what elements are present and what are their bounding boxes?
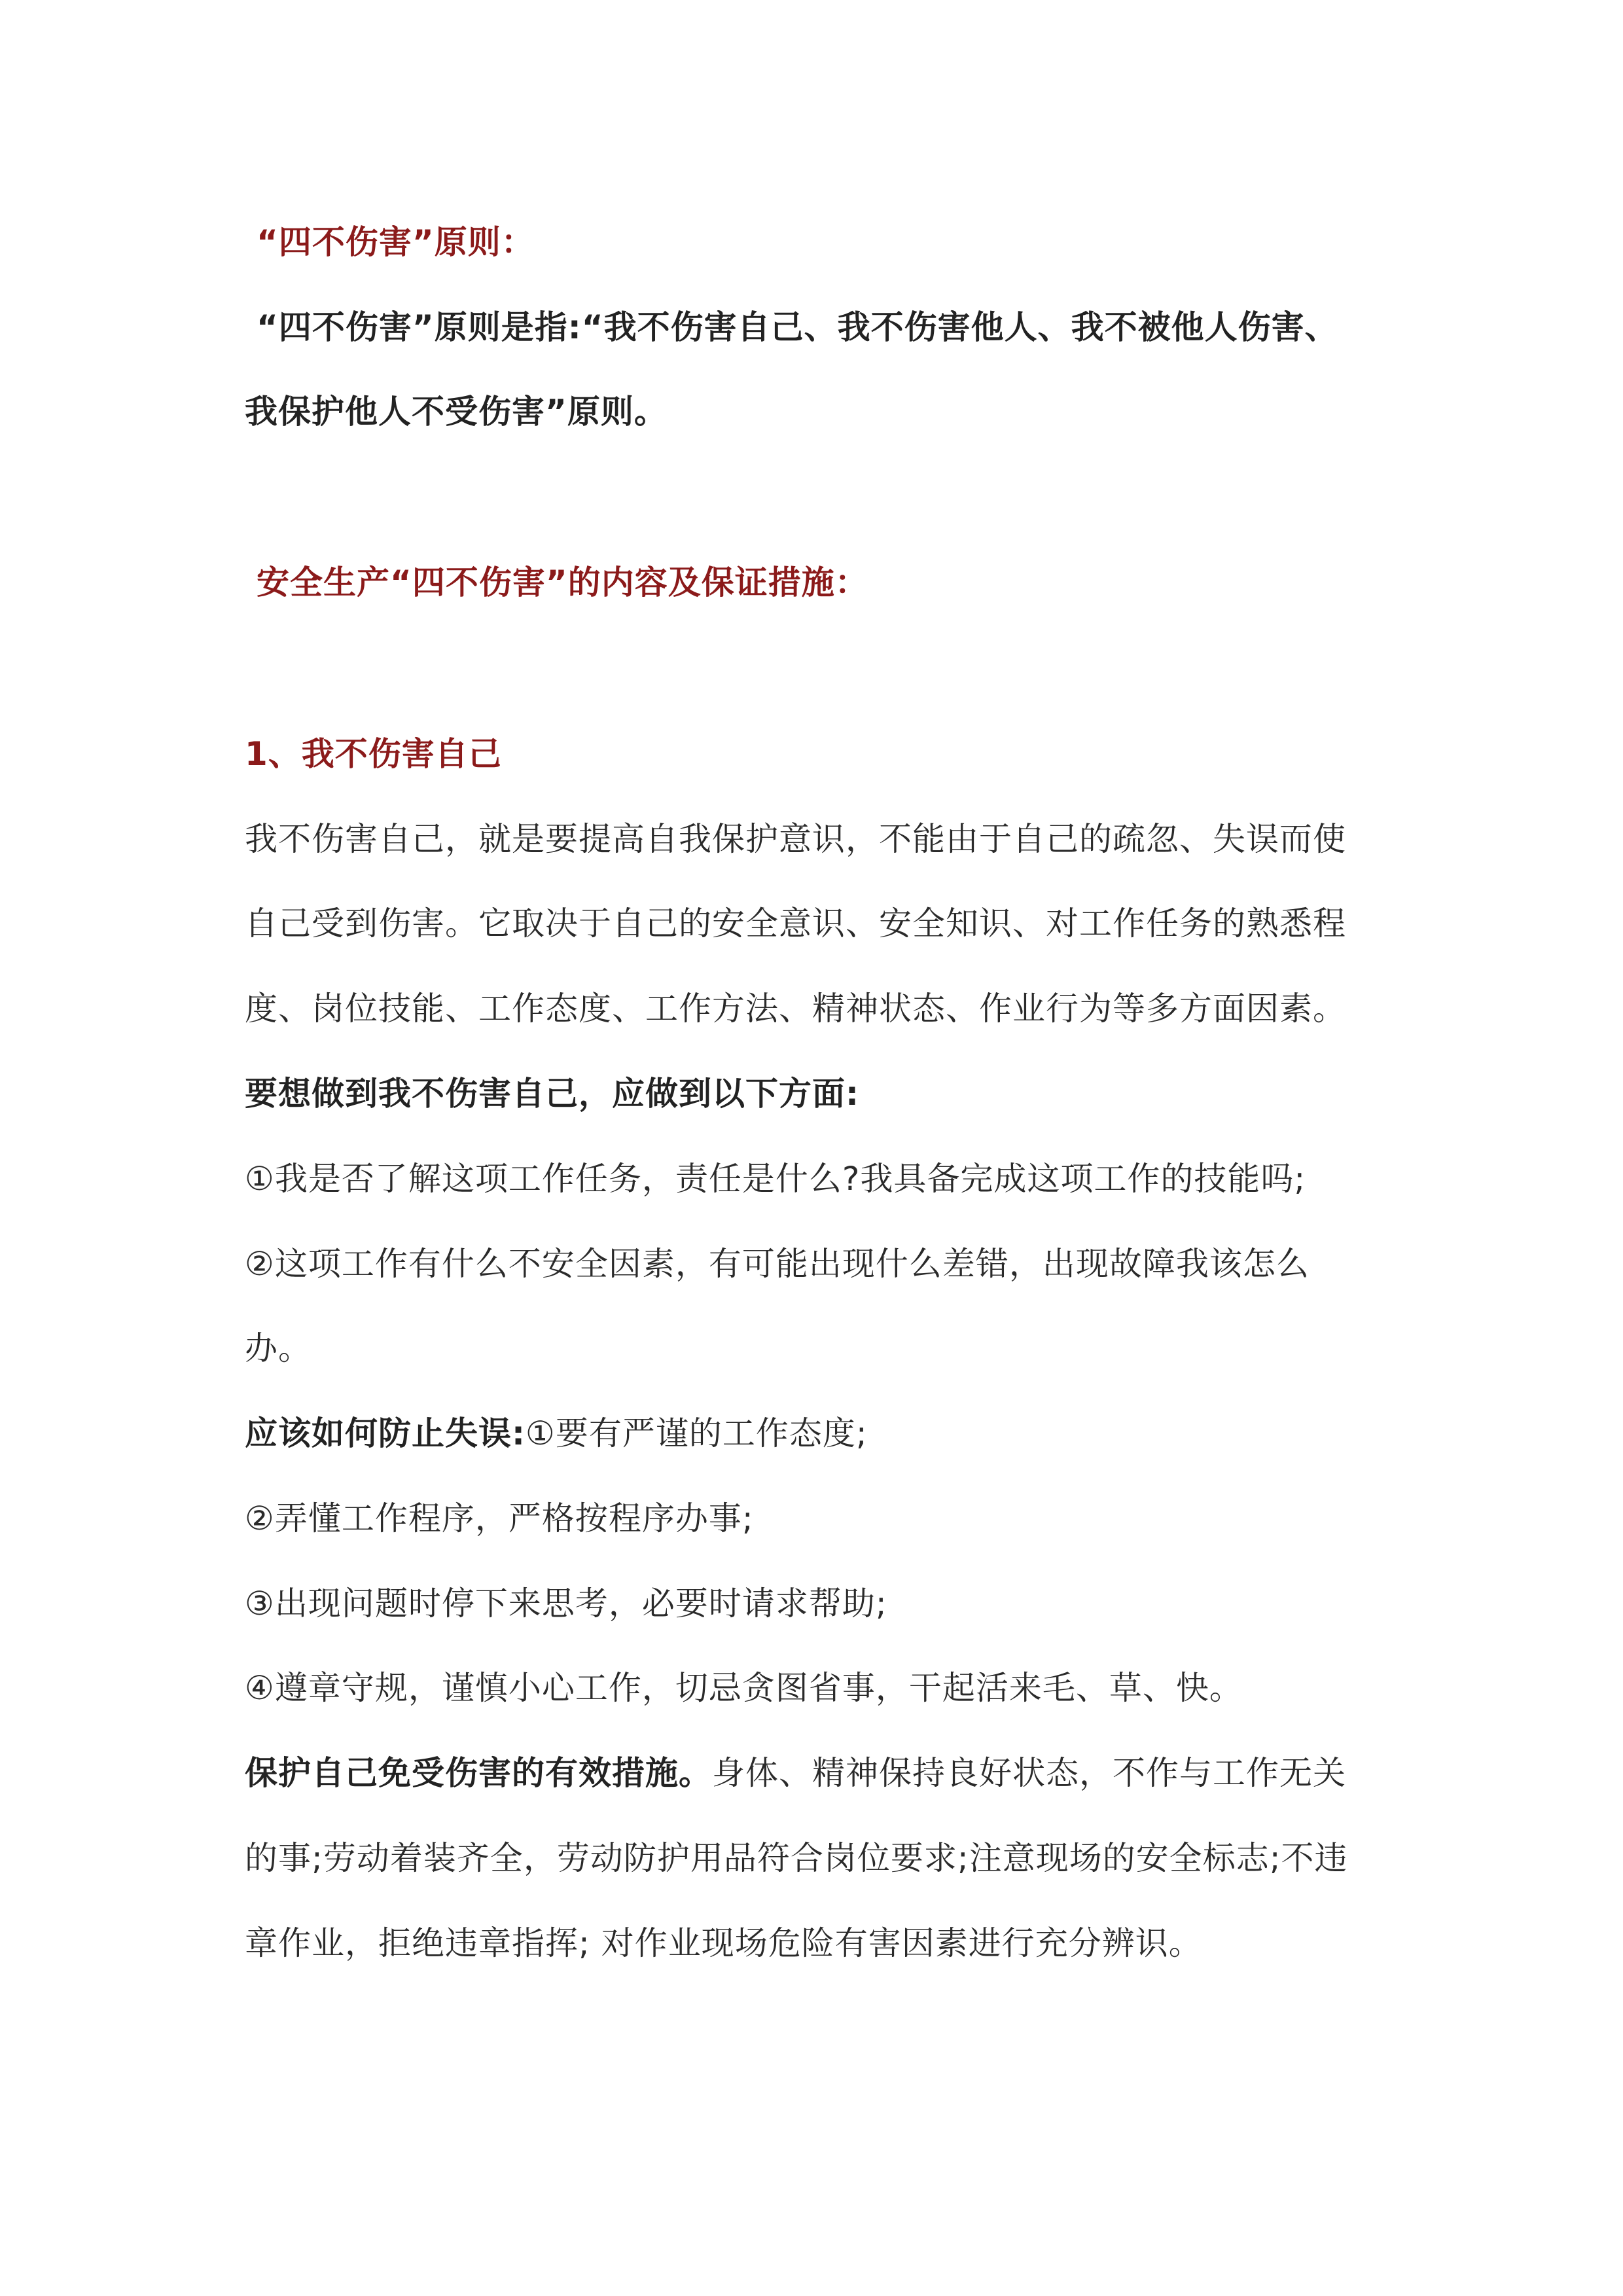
aspect-item-2-line-1: ②这项工作有什么不安全因素，有可能出现什么差错，出现故障我该怎么 xyxy=(245,1245,1310,1283)
section-1-title: 1、我不伤害自己 xyxy=(245,735,502,773)
prevent-item-3: ③出现问题时停下来思考，必要时请求帮助; xyxy=(245,1585,887,1623)
protect-measures-label: 保护自己免受伤害的有效措施。 xyxy=(245,1754,712,1792)
paragraph-1-line-2: 自己受到伤害。它取决于自己的安全意识、安全知识、对工作任务的熟悉程 xyxy=(245,905,1346,942)
protect-measures-line-3: 章作业，拒绝违章指挥; 对作业现场危险有害因素进行充分辨识。 xyxy=(245,1924,1202,1962)
protect-measures-text-1: 身体、精神保持良好状态，不作与工作无关 xyxy=(712,1754,1346,1792)
protect-measures-line-2: 的事;劳动着装齐全，劳动防护用品符合岗位要求;注意现场的安全标志;不违 xyxy=(245,1839,1348,1877)
prevent-item-1: ①要有严谨的工作态度; xyxy=(526,1414,868,1452)
prevent-item-4: ④遵章守规，谨慎小心工作，切忌贪图省事，干起活来毛、草、快。 xyxy=(245,1669,1243,1707)
prevent-item-2: ②弄懂工作程序，严格按程序办事; xyxy=(245,1499,754,1537)
paragraph-1-line-3: 度、岗位技能、工作态度、工作方法、精神状态、作业行为等多方面因素。 xyxy=(245,990,1346,1028)
heading-four-no-harm-principle: “四不伤害”原则： xyxy=(257,223,535,261)
principle-definition-line-2: 我保护他人不受伤害”原则。 xyxy=(245,393,668,431)
subheading-aspects: 要想做到我不伤害自己，应做到以下方面: xyxy=(245,1075,859,1113)
prevent-mistakes-line xyxy=(245,1410,1370,1456)
aspect-item-1: ①我是否了解这项工作任务，责任是什么?我具备完成这项工作的技能吗; xyxy=(245,1160,1306,1198)
protect-measures-line-1 xyxy=(245,1750,1370,1796)
paragraph-1-line-1: 我不伤害自己，就是要提高自我保护意识，不能由于自己的疏忽、失误而使 xyxy=(245,820,1346,858)
heading-content-and-measures: 安全生产“四不伤害”的内容及保证措施： xyxy=(257,564,868,601)
principle-definition-line-1: “四不伤害”原则是指:“我不伤害自己、我不伤害他人、我不被他人伤害、 xyxy=(257,308,1338,346)
aspect-item-2-line-2: 办。 xyxy=(245,1329,312,1367)
prevent-mistakes-label: 应该如何防止失误: xyxy=(245,1414,526,1452)
